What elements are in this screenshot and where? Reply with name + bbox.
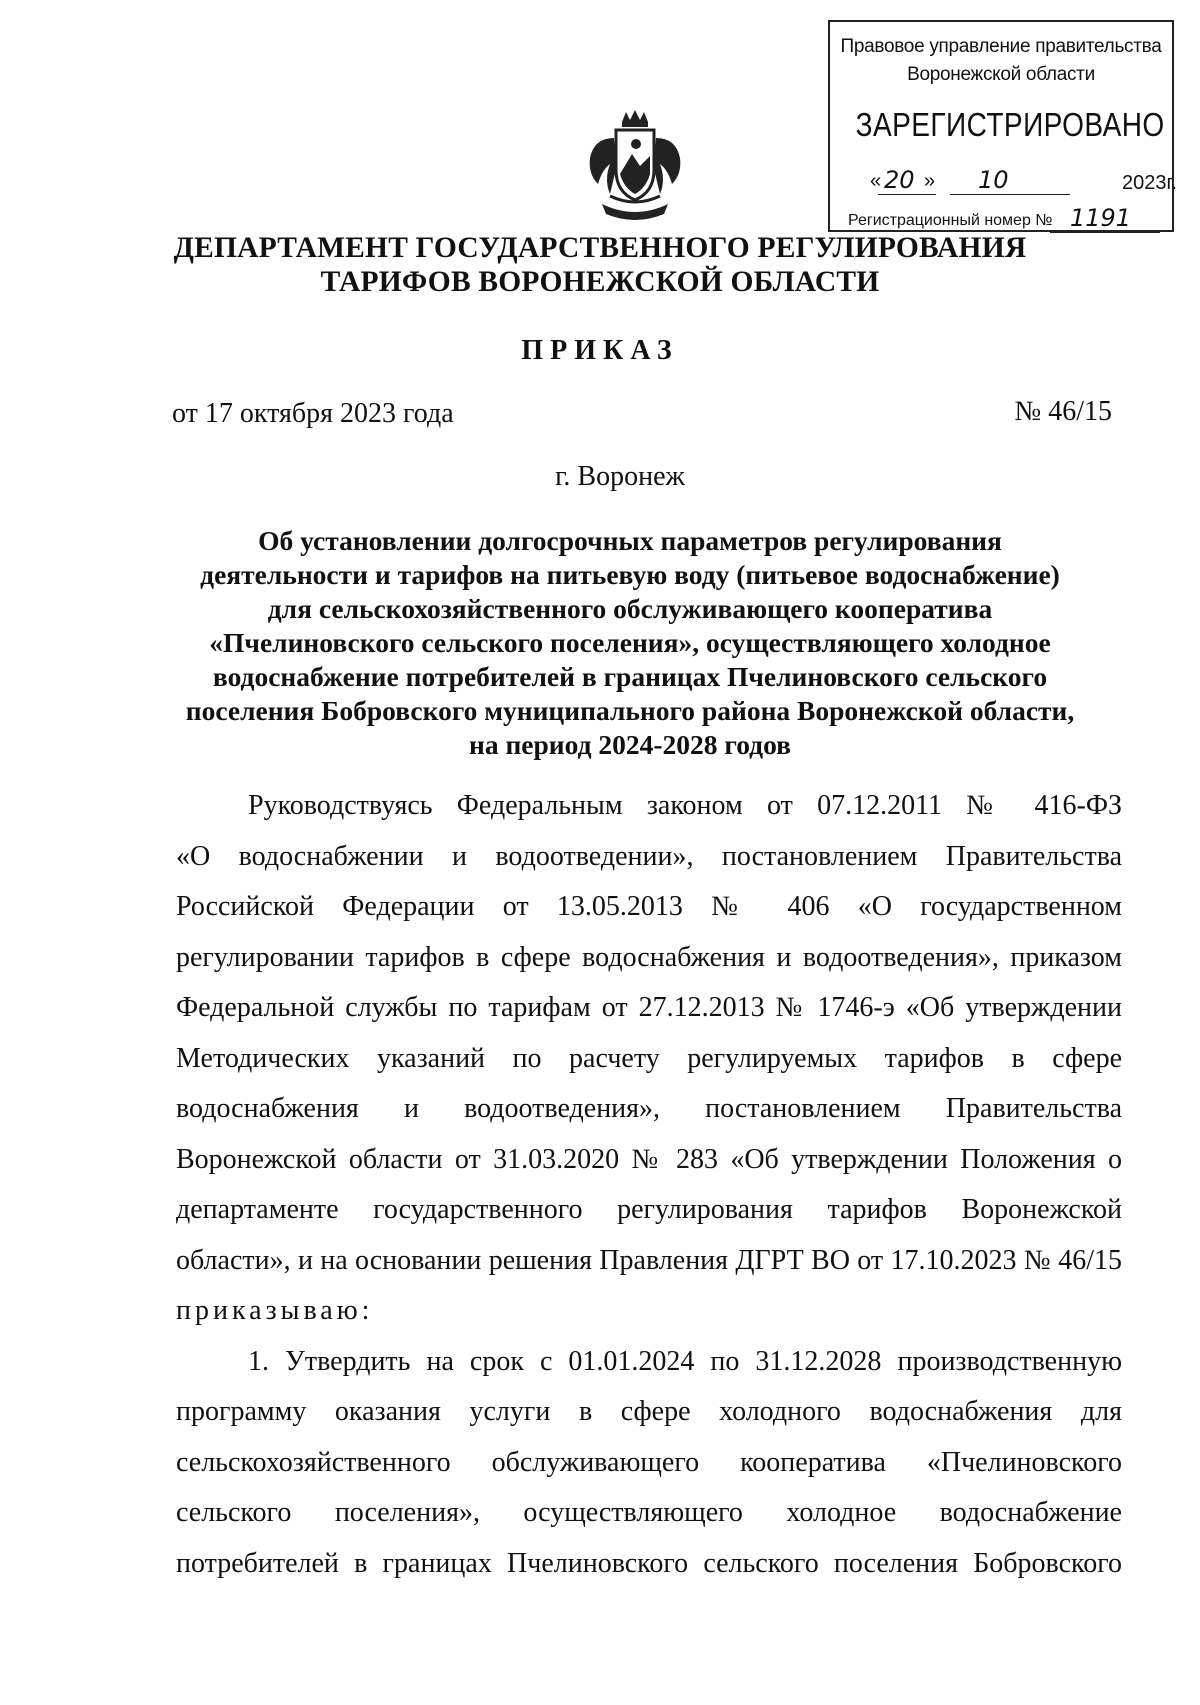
body-line: водоснабжения и водоотведения», постановлением Правительства: [176, 1093, 1122, 1124]
stamp-org-line2: Воронежской области: [907, 64, 1095, 85]
body-line: сельскохозяйственного обслуживающего кооператива «Пчелиновского: [176, 1446, 1122, 1478]
order-title: [150, 524, 1110, 762]
body-line: Методических указаний по расчету регулируемых тарифов в сфере: [176, 1042, 1122, 1074]
stamp-reg-number: 1191: [1070, 204, 1132, 232]
stamp-quote-close: »: [924, 170, 936, 192]
body-line: программу оказания услуги в сфере холодного водоснабжения для: [176, 1396, 1122, 1427]
body-line: 1. Утвердить на срок с 01.01.2024 по 31.12.2028 производственную: [248, 1345, 1122, 1377]
body-line: «О водоснабжении и водоотведении», постановлением Правительства: [176, 840, 1122, 872]
body-line: департаменте государственного регулирования тарифов Воронежской: [176, 1194, 1122, 1225]
registration-stamp: [828, 20, 1177, 232]
body-line: сельского поселения», осуществляющего холодное водоснабжение: [176, 1497, 1122, 1528]
body-line-prikazyvayu: приказываю:: [176, 1295, 374, 1326]
stamp-day-underline: [878, 194, 936, 195]
body-line: Руководствуясь Федеральным законом от 07.12.2011 № 416-ФЗ: [248, 790, 1122, 821]
stamp-year: 2023г.: [1122, 172, 1177, 194]
body-line: потребителей в границах Пчелиновского сельского поселения Бобровского: [176, 1547, 1122, 1579]
stamp-quote-open: «: [870, 170, 882, 192]
body-line: Воронежской области от 31.03.2020 № 283 «Об утверждении Положения о: [176, 1143, 1122, 1175]
title-line: Об установлении долгосрочных параметров регулирования: [258, 525, 1002, 556]
stamp-reg-number-row: [848, 204, 1166, 232]
department-title-line2: ТАРИФОВ ВОРОНЕЖСКОЙ ОБЛАСТИ: [320, 266, 880, 298]
title-line: на период 2024-2028 годов: [468, 729, 792, 760]
body-line: Российской Федерации от 13.05.2013 № 406 «О государственном: [176, 891, 1122, 922]
stamp-month-underline: [950, 194, 1070, 195]
stamp-registered-label: ЗАРЕГИСТРИРОВАНО: [855, 106, 1165, 143]
body-line: Федеральной службы по тарифам от 27.12.2013 № 1746-э «Об утверждении: [176, 992, 1122, 1023]
body-line: регулировании тарифов в сфере водоснабжения и водоотведения», приказом: [176, 941, 1122, 973]
order-number: № 46/15: [1014, 396, 1112, 427]
department-title-line1: ДЕПАРТАМЕНТ ГОСУДАРСТВЕННОГО РЕГУЛИРОВАНИЯ: [173, 232, 1027, 264]
stamp-date: [870, 164, 1177, 198]
stamp-month: 10: [978, 166, 1009, 194]
title-line: для сельскохозяйственного обслуживающего кооператива: [267, 593, 993, 624]
order-city: г. Воронеж: [555, 461, 685, 492]
title-line: деятельности и тарифов на питьевую воду (питьевое водоснабжение): [200, 559, 1060, 590]
stamp-day: 20: [884, 166, 915, 194]
document-type: ПРИКАЗ: [521, 335, 679, 366]
order-date: от 17 октября 2023 года: [172, 398, 454, 429]
title-line: поселения Бобровского муниципального района Воронежской области,: [185, 695, 1075, 726]
body-line: области», и на основании решения Правления ДГРТ ВО от 17.10.2023 № 46/15: [176, 1244, 1122, 1276]
title-line: водоснабжение потребителей в границах Пчелиновского сельского: [212, 661, 1048, 692]
stamp-org-line1: Правовое управление правительства: [840, 36, 1162, 57]
title-line: «Пчелиновского сельского поселения», осуществляющего холодное: [209, 627, 1051, 658]
stamp-reg-number-label: Регистрационный номер №: [848, 212, 1053, 229]
order-body: [176, 781, 1122, 1589]
coat-of-arms-icon: [580, 108, 690, 226]
